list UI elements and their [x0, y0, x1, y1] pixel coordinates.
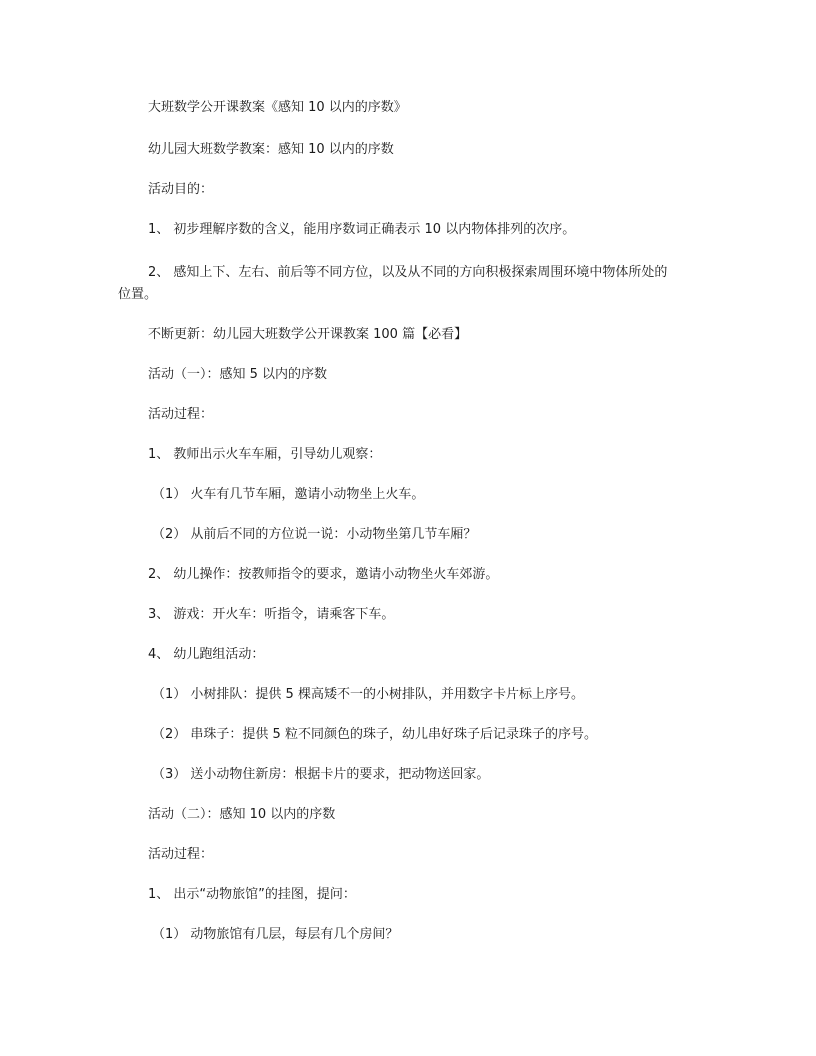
paragraph: 2、 感知上下、左右、前后等不同方位，以及从不同的方向积极探索周围环境中物体所处的位置。: [118, 265, 668, 302]
list-item: （2） 从前后不同的方位说一说：小动物坐第几节车厢？: [152, 527, 477, 542]
list-item: （1） 动物旅馆有几层，每层有几个房间？: [152, 927, 399, 942]
paragraph: 2、 幼儿操作：按教师指令的要求，邀请小动物坐火车郊游。: [148, 567, 499, 582]
paragraph: 4、 幼儿跑组活动：: [148, 647, 265, 662]
section-heading: 活动过程：: [148, 407, 214, 422]
document-subtitle: 幼儿园大班数学教案：感知 10 以内的序数: [148, 142, 394, 157]
section-heading: 活动过程：: [148, 847, 214, 862]
document-title: 大班数学公开课教案《感知 10 以内的序数》: [148, 100, 407, 115]
list-item: （1） 小树排队：提供 5 棵高矮不一的小树排队，并用数字卡片标上序号。: [152, 687, 584, 702]
section-heading: 活动（一）：感知 5 以内的序数: [148, 367, 328, 382]
update-note: 不断更新：幼儿园大班数学公开课教案 100 篇【必看】: [148, 327, 468, 342]
paragraph: 3、 游戏：开火车：听指令，请乘客下车。: [148, 607, 395, 622]
paragraph: 1、 初步理解序数的含义，能用序数词正确表示 10 以内物体排列的次序。: [148, 222, 576, 237]
section-heading: 活动（二）：感知 10 以内的序数: [148, 807, 336, 822]
paragraph: 1、 出示“动物旅馆”的挂图，提问：: [148, 887, 356, 902]
list-item: （2） 串珠子：提供 5 粒不同颜色的珠子，幼儿串好珠子后记录珠子的序号。: [152, 727, 597, 742]
list-item: （3） 送小动物住新房：根据卡片的要求，把动物送回家。: [152, 767, 490, 782]
list-item: （1） 火车有几节车厢，邀请小动物坐上火车。: [152, 487, 425, 502]
section-heading: 活动目的：: [148, 182, 214, 197]
paragraph: 1、 教师出示火车车厢，引导幼儿观察：: [148, 447, 382, 462]
